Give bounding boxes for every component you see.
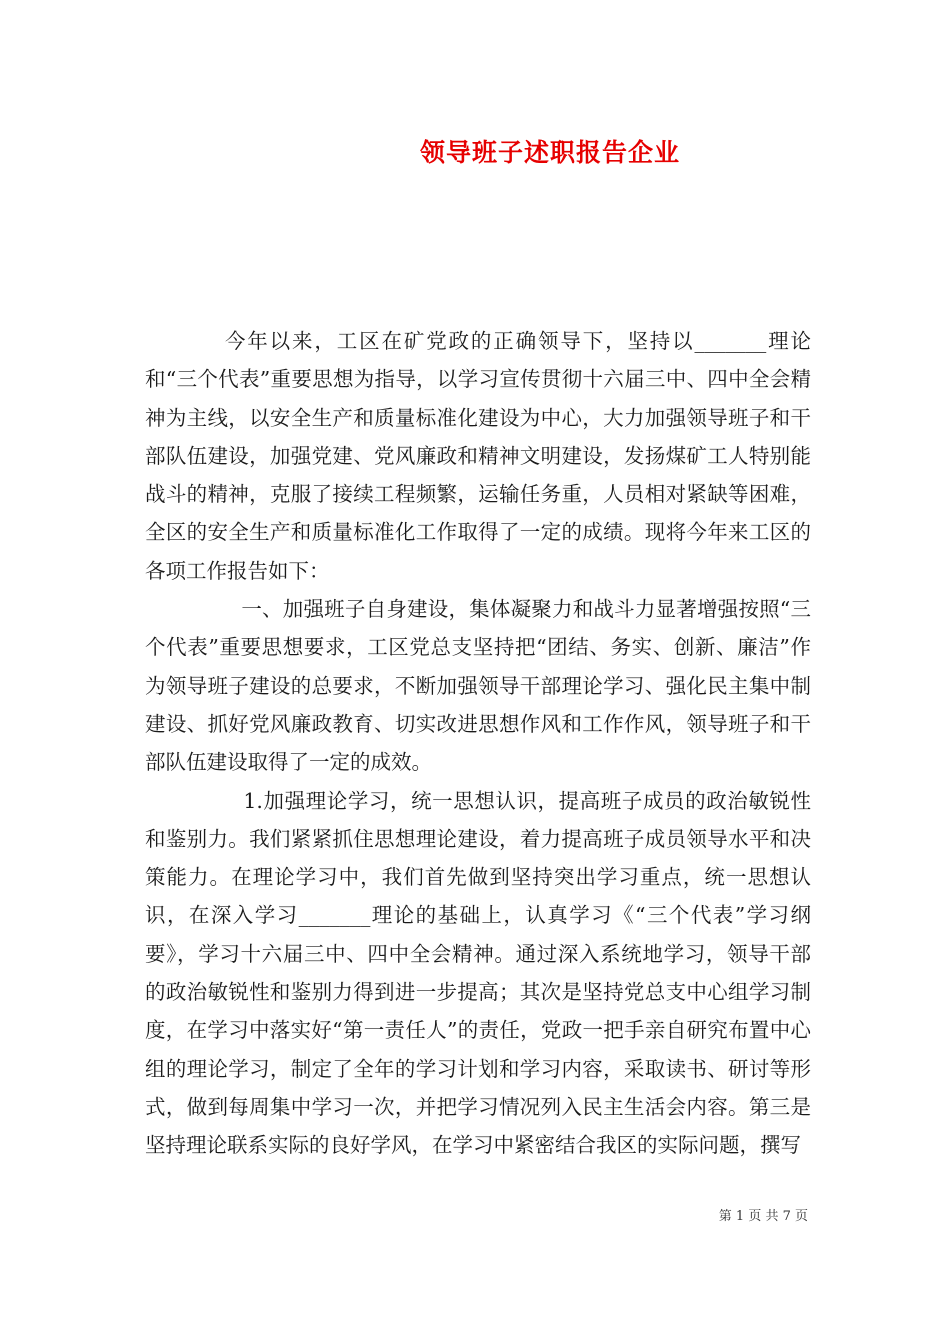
document-body	[145, 322, 811, 1165]
paragraph-intro: 今年以来，工区在矿党政的正确领导下，坚持以_______理论和“三个代表”重要思想为指导，以学习宣传贯彻十六届三中、四中全会精神为主线，以安全生产和质量标准化建设为中心，大力加强领导班子和干部队伍建设，加强党建、党风廉政和精神文明建设，发扬煤矿工人特别能战斗的精神，克服了接续工程频繁，运输任务重，人员相对紧缺等困难，全区的安全生产和质量标准化工作取得了一定的成绩。现将今年来工区的各项工作报告如下：	[145, 329, 811, 583]
page-number-footer: 第 1 页 共 7 页	[718, 1209, 808, 1224]
paragraph-subsection-1: 1.加强理论学习，统一思想认识，提高班子成员的政治敏锐性和鉴别力。我们紧紧抓住思想理论建设，着力提高班子成员领导水平和决策能力。在理论学习中，我们首先做到坚持突出学习重点，统一思想认识，在深入学习_______理论的基础上，认真学习《“三个代表”学习纲要》，学习十六届三中、四中全会精神。通过深入系统地学习，领导干部的政治敏锐性和鉴别力得到进一步提高；其次是坚持党总支中心组学习制度，在学习中落实好“第一责任人”的责任，党政一把手亲自研究布置中心组的理论学习，制定了全年的学习计划和学习内容，采取读书、研讨等形式，做到每周集中学习一次，并把学习情况列入民主生活会内容。第三是坚持理论联系实际的良好学风，在学习中紧密结合我区的实际问题，撰写	[145, 788, 811, 1158]
document-title: 领导班子述职报告企业	[419, 138, 680, 167]
paragraph-section-1: 一、加强班子自身建设，集体凝聚力和战斗力显著增强按照“三个代表”重要思想要求，工区党总支坚持把“团结、务实、创新、廉洁”作为领导班子建设的总要求，不断加强领导干部理论学习、强化民主集中制建设、抓好党风廉政教育、切实改进思想作风和工作作风，领导班子和干部队伍建设取得了一定的成效。	[145, 597, 811, 775]
